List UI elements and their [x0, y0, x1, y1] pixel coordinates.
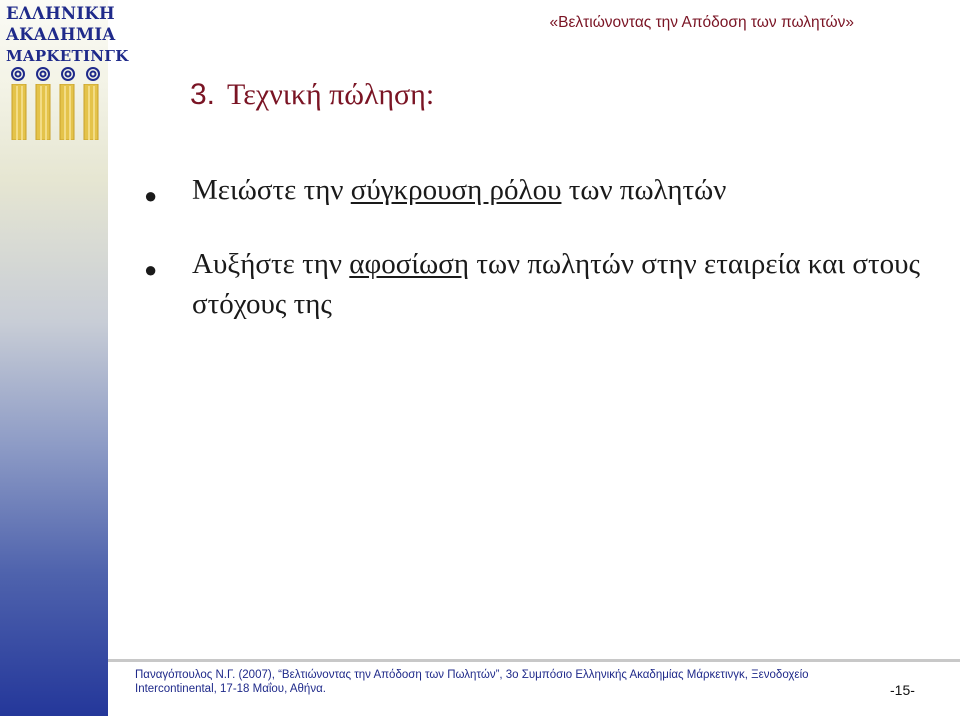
- bullet-text-after: των πωλητών: [561, 174, 727, 206]
- slide-title-text: Τεχνική πώληση:: [227, 78, 435, 111]
- logo-line-2: ΑΚΑΔΗΜΙΑ: [6, 25, 116, 44]
- bullet-icon: ●: [144, 183, 158, 208]
- bullet-icon: ●: [144, 257, 158, 282]
- bullet-text-before: Μειώστε την: [192, 174, 351, 206]
- ionic-columns-icon: [8, 84, 104, 140]
- logo-line-1: ΕΛΛΗΝΙΚΗ: [6, 4, 115, 23]
- footer-divider: [108, 659, 960, 662]
- bullet-item: [140, 244, 940, 324]
- bullet-text-underlined: σύγκρουση ρόλου: [350, 174, 562, 206]
- logo-line-3: ΜΑΡΚΕΤΙΝΓΚ: [6, 47, 129, 65]
- bullet-text-after: των πωλητών στην εταιρεία και στους στόχους της: [192, 248, 920, 320]
- header-title: «Βελτιώνοντας την Απόδοση των πωλητών»: [549, 14, 854, 31]
- slide-title: [190, 78, 434, 112]
- bullet-text-underlined: αφοσίωση: [349, 248, 470, 280]
- footer-citation: Παναγόπουλος Ν.Γ. (2007), “Βελτιώνοντας την Απόδοση των Πωλητών”, 3ο Συμπόσιο Ελληνικής Ακαδημίας Μάρκετινγκ, Ξενοδοχείο Intercontinental, 17-18 Μαΐου, Αθήνα.: [135, 669, 809, 695]
- bullet-item: [140, 170, 940, 210]
- slide-number: 3.: [190, 78, 216, 111]
- bullet-text-before: Αυξήστε την: [192, 248, 350, 280]
- spiral-ornament-icon: [6, 66, 106, 82]
- page-number: -15-: [890, 682, 915, 698]
- academy-logo: [0, 0, 129, 140]
- sidebar-gradient: [0, 0, 129, 716]
- bullet-list: [140, 170, 940, 358]
